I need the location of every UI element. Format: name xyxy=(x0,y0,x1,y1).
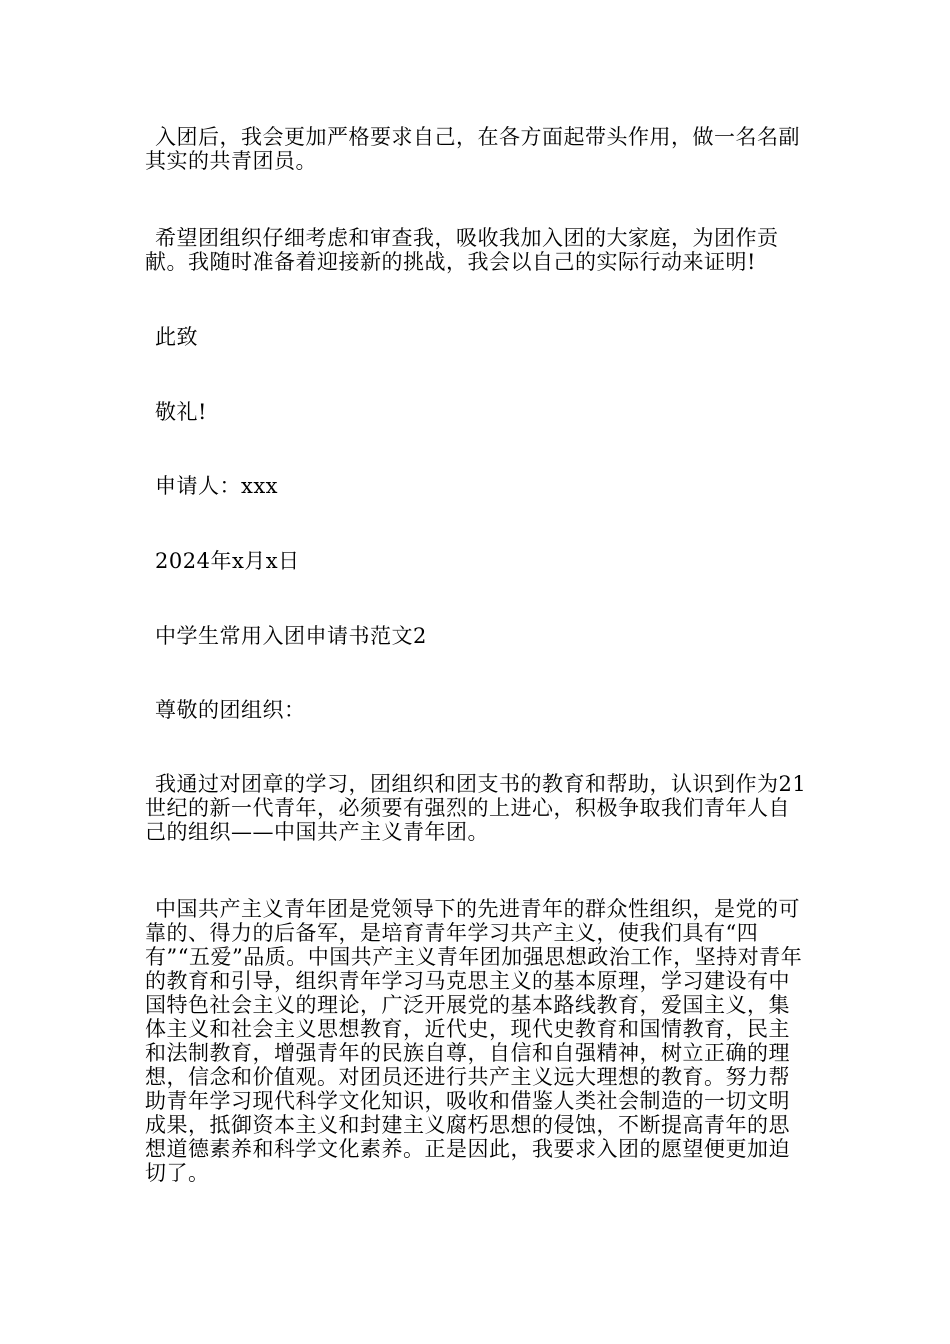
salutation: 尊敬的团组织： xyxy=(155,698,306,722)
closing-jingli: 敬礼! xyxy=(155,400,207,424)
section-title-sample-2: 中学生常用入团申请书范文2 xyxy=(155,624,427,648)
paragraph-hope: 希望团组织仔细考虑和审查我，吸收我加入团的大家庭，为团作贡献。我随时准备着迎接新的挑战，我会以自己的实际行动来证明! xyxy=(145,226,779,274)
closing-cizhi: 此致 xyxy=(155,325,198,349)
paragraph-league-description: 中国共产主义青年团是党领导下的先进青年的群众性组织，是党的可靠的、得力的后备军，是培育青年学习共产主义，使我们具有“四有”“五爱”品质。中国共产主义青年团加强思想政治工作，坚持对青年的教育和引导，组织青年学习马克思主义的基本原理，学习建设有中国特色社会主义的理论，广泛开展党的基本路线教育，爱国主义，集体主义和社会主义思想教育，近代史，现代史教育和国情教育，民主和法制教育，增强青年的民族自尊，自信和自强精神，树立正确的理想，信念和价值观。对团员还进行共产主义远大理想的教育。努力帮助青年学习现代科学文化知识，吸收和借鉴人类社会制造的一切文明成果，抵御资本主义和封建主义腐朽思想的侵蚀，不断提高青年的思想道德素养和科学文化素养。正是因此，我要求入团的愿望便更加迫切了。 xyxy=(145,897,803,1185)
applicant-name: 申请人：xxx xyxy=(155,474,279,498)
paragraph-commitment: 入团后，我会更加严格要求自己，在各方面起带头作用，做一名名副其实的共青团员。 xyxy=(145,125,800,173)
application-date: 2024年x月x日 xyxy=(155,549,300,573)
paragraph-introduction: 我通过对团章的学习，团组织和团支书的教育和帮助，认识到作为21世纪的新一代青年，必须要有强烈的上进心，积极争取我们青年人自己的组织——中国共产主义青年团。 xyxy=(145,772,807,844)
